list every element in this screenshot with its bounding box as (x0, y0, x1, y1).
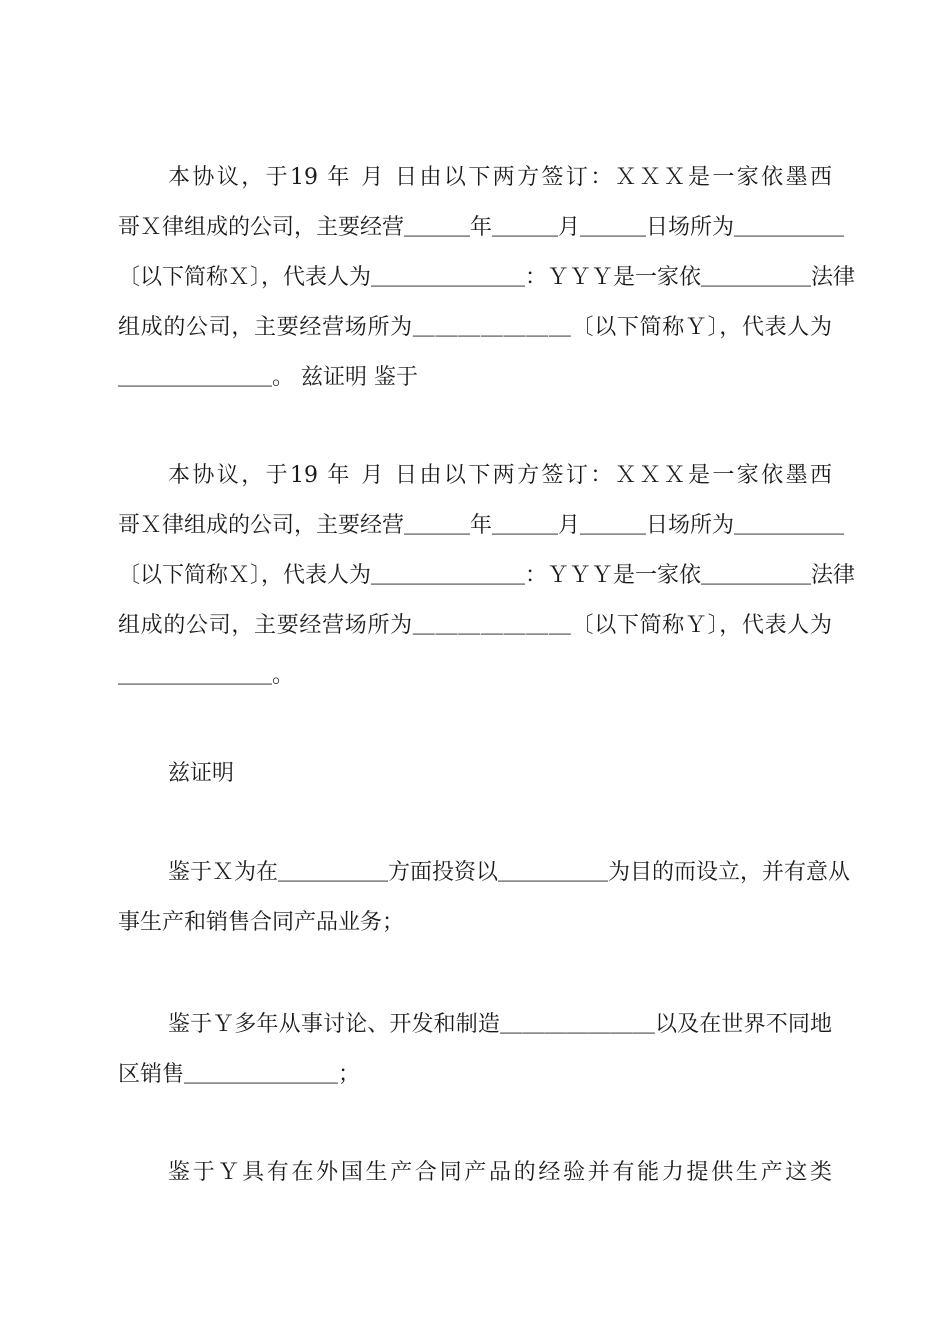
agreement-intro-paragraph (118, 153, 856, 403)
text-line: ＿＿＿＿＿＿＿。 兹证明 鉴于 (118, 365, 418, 390)
text-line: 鉴于Ｙ多年从事讨论、开发和制造＿＿＿＿＿＿＿以及在世界不同地 (168, 1012, 832, 1037)
whereas-clause-y-capability (118, 1148, 832, 1198)
text-line: 鉴于Ｙ具有在外国生产合同产品的经验并有能力提供生产这类 (168, 1160, 832, 1185)
text-line: 〔以下简称Ｘ〕，代表人为＿＿＿＿＿＿＿：ＹＹＹ是一家依＿＿＿＿＿法律 (118, 563, 856, 588)
text-line: ＿＿＿＿＿＿＿。 (118, 663, 295, 688)
text-line: 哥Ｘ律组成的公司，主要经营＿＿＿年＿＿＿月＿＿＿日场所为＿＿＿＿＿ (118, 215, 845, 240)
text-line: 兹证明 (168, 761, 235, 786)
text-line: 本协议，于19 年 月 日由以下两方签订：ＸＸＸ是一家依墨西 (168, 165, 832, 190)
text-line: 区销售＿＿＿＿＿＿＿； (118, 1062, 361, 1087)
agreement-parties-paragraph (118, 451, 856, 701)
text-line: 鉴于Ｘ为在＿＿＿＿＿方面投资以＿＿＿＿＿为目的而设立，并有意从 (168, 860, 851, 885)
text-line: 事生产和销售合同产品业务； (118, 910, 405, 935)
text-line: 本协议，于19 年 月 日由以下两方签订：ＸＸＸ是一家依墨西 (168, 463, 832, 488)
whereas-clause-x (118, 848, 851, 948)
witnesseth-heading (118, 749, 832, 799)
text-line: 〔以下简称Ｘ〕，代表人为＿＿＿＿＿＿＿：ＹＹＹ是一家依＿＿＿＿＿法律 (118, 265, 856, 290)
text-line: 哥Ｘ律组成的公司，主要经营＿＿＿年＿＿＿月＿＿＿日场所为＿＿＿＿＿ (118, 513, 845, 538)
text-line: 组成的公司，主要经营场所为＿＿＿＿＿＿＿〔以下简称Ｙ〕，代表人为 (118, 315, 832, 340)
whereas-clause-y-experience (118, 1000, 832, 1100)
text-line: 组成的公司，主要经营场所为＿＿＿＿＿＿＿〔以下简称Ｙ〕，代表人为 (118, 613, 832, 638)
